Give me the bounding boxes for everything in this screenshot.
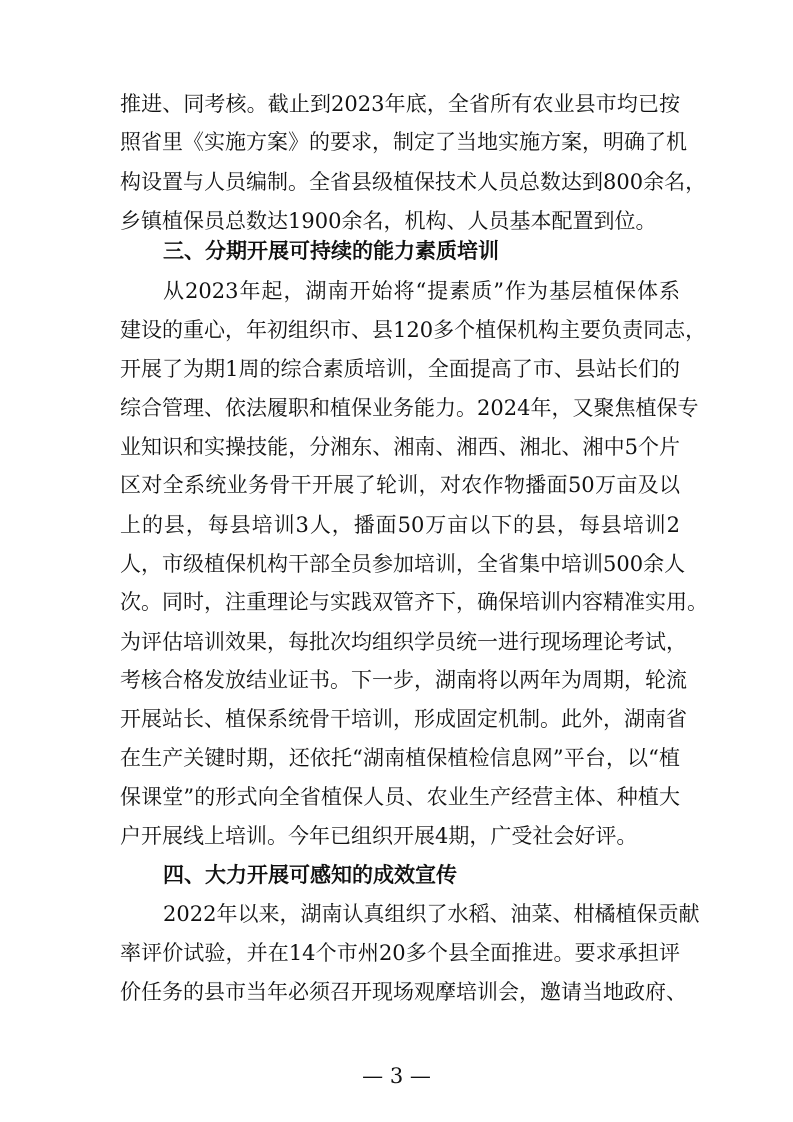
body-line-22: 2022年以来，湖南认真组织了水稻、油菜、柑橘植保贡献 (163, 902, 700, 926)
body-line-13: 人，市级植保机构干部全员参加培训，全省集中培训500余人 (120, 552, 686, 576)
body-line-15: 为评估培训效果，每批次均组织学员统一进行现场理论考试， (120, 630, 687, 654)
body-line-24: 价任务的县市当年必须召开现场观摩培训会，邀请当地政府、 (120, 980, 687, 1004)
body-line-11: 区对全系统业务骨干开展了轮训，对农作物播面50万亩及以 (120, 473, 680, 497)
body-line-7: 建设的重心，年初组织市、县120多个植保机构主要负责同志， (120, 318, 707, 342)
body-line-23: 率评价试验，并在14个市州20多个县全面推进。要求承担评 (120, 941, 680, 965)
section-heading-4: 四、大力开展可感知的成效宣传 (163, 863, 457, 887)
body-line-8: 开展了为期1周的综合素质培训，全面提高了市、县站长们的 (120, 357, 680, 381)
body-line-12: 上的县，每县培训3人，播面50万亩以下的县，每县培训2 (120, 513, 680, 537)
body-line-1: 推进、同考核。截止到2023年底，全省所有农业县市均已按 (120, 92, 680, 116)
body-line-20: 户开展线上培训。今年已组织开展4期，广受社会好评。 (120, 824, 638, 848)
body-line-17: 开展站长、植保系统骨干培训，形成固定机制。此外，湖南省 (120, 707, 687, 731)
body-line-18: 在生产关键时期，还依托“湖南植保植检信息网”平台，以“植 (120, 746, 680, 770)
body-line-14: 次。同时，注重理论与实践双管齐下，确保培训内容精准实用。 (120, 590, 708, 614)
body-line-9: 综合管理、依法履职和植保业务能力。2024年，又聚焦植保专 (120, 396, 699, 420)
body-line-16: 考核合格发放结业证书。下一步，湖南将以两年为周期，轮流 (120, 668, 687, 692)
body-line-19: 保课堂”的形式向全省植保人员、农业生产经营主体、种植大 (120, 785, 680, 809)
section-heading-3: 三、分期开展可持续的能力素质培训 (163, 239, 499, 263)
page-number: — 3 — (362, 1064, 431, 1088)
body-line-3: 构设置与人员编制。全省县级植保技术人员总数达到800余名， (120, 170, 707, 194)
body-line-6: 从2023年起，湖南开始将“提素质”作为基层植保体系 (163, 279, 680, 303)
body-line-10: 业知识和实操技能，分湘东、湘南、湘西、湘北、湘中5个片 (120, 435, 680, 459)
body-line-2: 照省里《实施方案》的要求，制定了当地实施方案，明确了机 (120, 130, 687, 154)
body-line-4: 乡镇植保员总数达1900余名，机构、人员基本配置到位。 (120, 209, 657, 233)
